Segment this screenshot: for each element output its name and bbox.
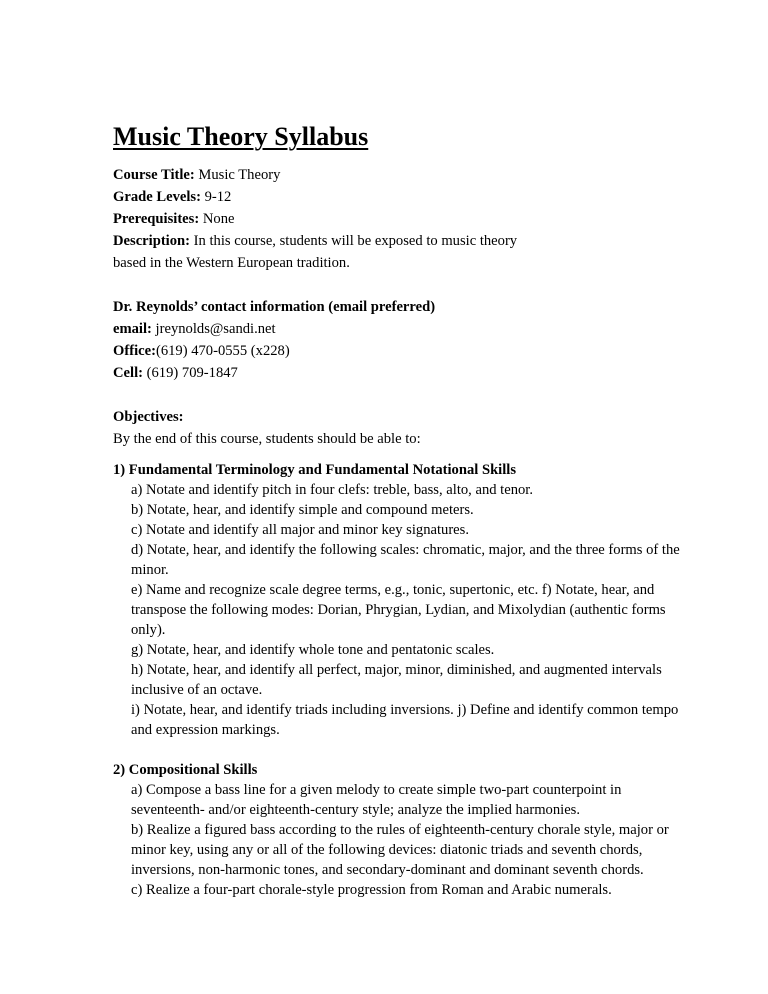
objectives-intro: By the end of this course, students should be able to: <box>113 431 421 447</box>
section-items <box>131 780 691 900</box>
prerequisites-value: None <box>199 211 235 227</box>
course-title-value: Music Theory <box>194 167 281 183</box>
contact-heading: Dr. Reynolds’ contact information (email preferred) <box>113 299 436 315</box>
prerequisites-row <box>113 208 673 230</box>
cell-value: (619) 709-1847 <box>143 365 238 381</box>
course-title-row <box>113 164 673 186</box>
email-label: email: <box>113 321 152 337</box>
list-item: e) Name and recognize scale degree terms, e.g., tonic, supertonic, etc. f) Notate, hear, and transpose the following modes: Dorian, Phrygian, Lydian, and Mixolydian (authentic forms only). <box>131 582 666 638</box>
email-value[interactable]: jreynolds@sandi.net <box>151 321 276 337</box>
prerequisites-label: Prerequisites: <box>113 211 200 227</box>
course-title-label: Course Title: <box>113 167 195 183</box>
list-item: b) Notate, hear, and identify simple and compound meters. <box>131 502 474 518</box>
grade-levels-row <box>113 186 673 208</box>
list-item: a) Compose a bass line for a given melody to create simple two-part counterpoint in seventeenth- and/or eighteenth-century style; analyze the implied harmonies. <box>131 782 622 818</box>
list-item: c) Notate and identify all major and minor key signatures. <box>131 522 469 538</box>
email-row <box>113 318 673 340</box>
description-row <box>113 230 543 274</box>
section-fundamentals <box>113 460 680 740</box>
section-heading: 2) Compositional Skills <box>113 762 258 778</box>
section-heading: 1) Fundamental Terminology and Fundamental Notational Skills <box>113 462 517 478</box>
description-label: Description: <box>113 233 191 249</box>
section-items <box>131 480 691 740</box>
list-item: c) Realize a four-part chorale-style progression from Roman and Arabic numerals. <box>131 882 612 898</box>
list-item: b) Realize a figured bass according to the rules of eighteenth-century chorale style, major or minor key, using any or all of the following devices: diatonic triads and seventh chords, inversions, non-harmonic tones, and secondary-dominant and dominant seventh chords. <box>131 822 669 878</box>
cell-label: Cell: <box>113 365 143 381</box>
objectives-heading: Objectives: <box>113 409 184 425</box>
list-item: i) Notate, hear, and identify triads including inversions. j) Define and identify common tempo and expression markings. <box>131 702 679 738</box>
office-row <box>113 340 673 362</box>
description-value: In this course, students will be exposed to music theory based in the Western European tradition. <box>113 233 518 271</box>
section-compositional <box>113 760 673 900</box>
grade-levels-label: Grade Levels: <box>113 189 201 205</box>
objectives <box>113 406 673 450</box>
contact-info <box>113 296 673 384</box>
list-item: d) Notate, hear, and identify the following scales: chromatic, major, and the three forms of the minor. <box>131 542 680 578</box>
cell-row <box>113 362 673 384</box>
page-title: Music Theory Syllabus <box>113 122 369 151</box>
course-info <box>113 164 673 274</box>
list-item: a) Notate and identify pitch in four clefs: treble, bass, alto, and tenor. <box>131 482 534 498</box>
list-item: g) Notate, hear, and identify whole tone and pentatonic scales. <box>131 642 495 658</box>
office-value: (619) 470-0555 (x228) <box>155 343 290 359</box>
list-item: h) Notate, hear, and identify all perfect, major, minor, diminished, and augmented intervals inclusive of an octave. <box>131 662 662 698</box>
grade-levels-value: 9-12 <box>200 189 232 205</box>
office-label: Office: <box>113 343 156 359</box>
